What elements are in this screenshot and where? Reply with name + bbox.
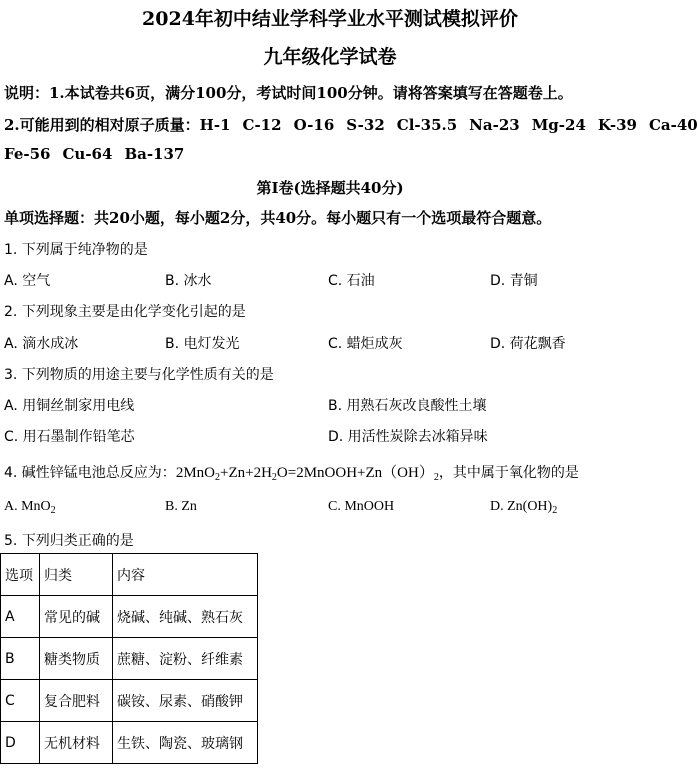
table-cell: 蔗糖、淀粉、纤维素 <box>113 638 258 680</box>
atomic-mass-item: K-39 <box>597 116 637 134</box>
q4-option-d-text: D. Zn(OH) <box>490 499 553 514</box>
eq-subscript: 2 <box>214 472 220 483</box>
table-cell: 糖类物质 <box>40 638 113 680</box>
q4-option-d-sub: 2 <box>552 505 558 516</box>
table-cell: 烧碱、纯碱、熟石灰 <box>113 596 258 638</box>
table-cell: 无机材料 <box>40 722 113 764</box>
atomic-mass-item: C-12 <box>242 116 282 134</box>
q4-option-c <box>328 499 394 515</box>
table-row <box>1 722 258 764</box>
atomic-mass-item: Cu-64 <box>62 145 113 163</box>
table-cell: 碳铵、尿素、硝酸钾 <box>113 680 258 722</box>
q4-option-b-text: B. Zn <box>165 499 197 514</box>
table-cell: 复合肥料 <box>40 680 113 722</box>
section-instruction: 单项选择题：共20小题，每小题2分，共40分。每小题只有一个选项最符合题意。 <box>4 209 552 227</box>
table-header-cell: 内容 <box>113 554 258 596</box>
atomic-mass-row1 <box>4 114 698 135</box>
table-row <box>1 596 258 638</box>
q2-option-d: D. 荷花飘香 <box>490 336 566 352</box>
table-cell: A <box>1 596 40 638</box>
q1-option-a: A. 空气 <box>4 273 51 289</box>
atomic-mass-label: 2.可能用到的相对原子质量： <box>4 116 200 134</box>
q2-option-b: B. 电灯发光 <box>165 336 240 352</box>
classification-table <box>0 553 258 764</box>
atomic-mass-row2 <box>4 145 184 163</box>
atomic-mass-item: O-16 <box>293 116 335 134</box>
q4-equation <box>176 465 439 481</box>
q3-option-d: D. 用活性炭除去冰箱异味 <box>328 429 488 445</box>
q4-option-d <box>490 499 557 515</box>
table-header-cell: 选项 <box>1 554 40 596</box>
eq-subscript: 2 <box>433 472 439 483</box>
eq-part: 2MnO <box>175 465 215 481</box>
eq-subscript: 2 <box>271 472 277 483</box>
section-title: 第I卷(选择题共40分) <box>256 179 404 197</box>
q4-stem-prefix: 4. 碱性锌锰电池总反应为： <box>4 465 176 481</box>
table-cell: 生铁、陶瓷、玻璃钢 <box>113 722 258 764</box>
exam-subtitle: 九年级化学试卷 <box>263 46 397 68</box>
instructions-line1: 说明：1.本试卷共6页，满分100分，考试时间100分钟。请将答案填写在答题卷上。 <box>4 84 573 102</box>
q2-option-a: A. 滴水成冰 <box>4 336 79 352</box>
table-row <box>1 638 258 680</box>
table-header-cell: 归类 <box>40 554 113 596</box>
q4-option-a <box>4 499 56 515</box>
atomic-mass-item: Na-23 <box>469 116 520 134</box>
q3-option-c: C. 用石墨制作铅笔芯 <box>4 429 135 445</box>
table-cell: D <box>1 722 40 764</box>
atomic-mass-item: Cl-35.5 <box>396 116 458 134</box>
table-cell: 常见的碱 <box>40 596 113 638</box>
q1-option-d: D. 青铜 <box>490 273 538 289</box>
q1-option-b: B. 冰水 <box>165 273 212 289</box>
q4-option-b <box>165 499 197 515</box>
q2-option-c: C. 蜡炬成灰 <box>328 336 403 352</box>
question-4-stem <box>4 461 579 482</box>
table-row <box>1 680 258 722</box>
table-cell: C <box>1 680 40 722</box>
atomic-mass-item: Ca-40 <box>648 116 698 134</box>
question-5-stem: 5. 下列归类正确的是 <box>4 533 134 549</box>
eq-part: O=2MnOOH+Zn（OH） <box>276 465 434 481</box>
question-3-stem: 3. 下列物质的用途主要与化学性质有关的是 <box>4 367 274 383</box>
q4-option-c-text: C. MnOOH <box>328 499 395 514</box>
q3-option-a: A. 用铜丝制家用电线 <box>4 398 135 414</box>
atomic-mass-item: Ba-137 <box>124 145 185 163</box>
question-1-stem: 1. 下列属于纯净物的是 <box>4 242 148 258</box>
atomic-mass-item: Fe-56 <box>4 145 51 163</box>
q4-option-a-text: A. MnO <box>4 499 51 514</box>
q3-option-b: B. 用熟石灰改良酸性土壤 <box>328 398 487 414</box>
atomic-mass-item: Mg-24 <box>531 116 586 134</box>
q1-option-c: C. 石油 <box>328 273 375 289</box>
q4-option-a-sub: 2 <box>50 505 56 516</box>
question-2-stem: 2. 下列现象主要是由化学变化引起的是 <box>4 304 246 320</box>
atomic-mass-item: S-32 <box>346 116 385 134</box>
atomic-mass-item: H-1 <box>199 116 231 134</box>
eq-part: +Zn+2H <box>219 465 272 481</box>
table-cell: B <box>1 638 40 680</box>
exam-title: 2024年初中结业学科学业水平测试模拟评价 <box>142 8 518 30</box>
q4-stem-suffix: ，其中属于氧化物的是 <box>438 465 579 481</box>
table-header-row <box>1 554 258 596</box>
